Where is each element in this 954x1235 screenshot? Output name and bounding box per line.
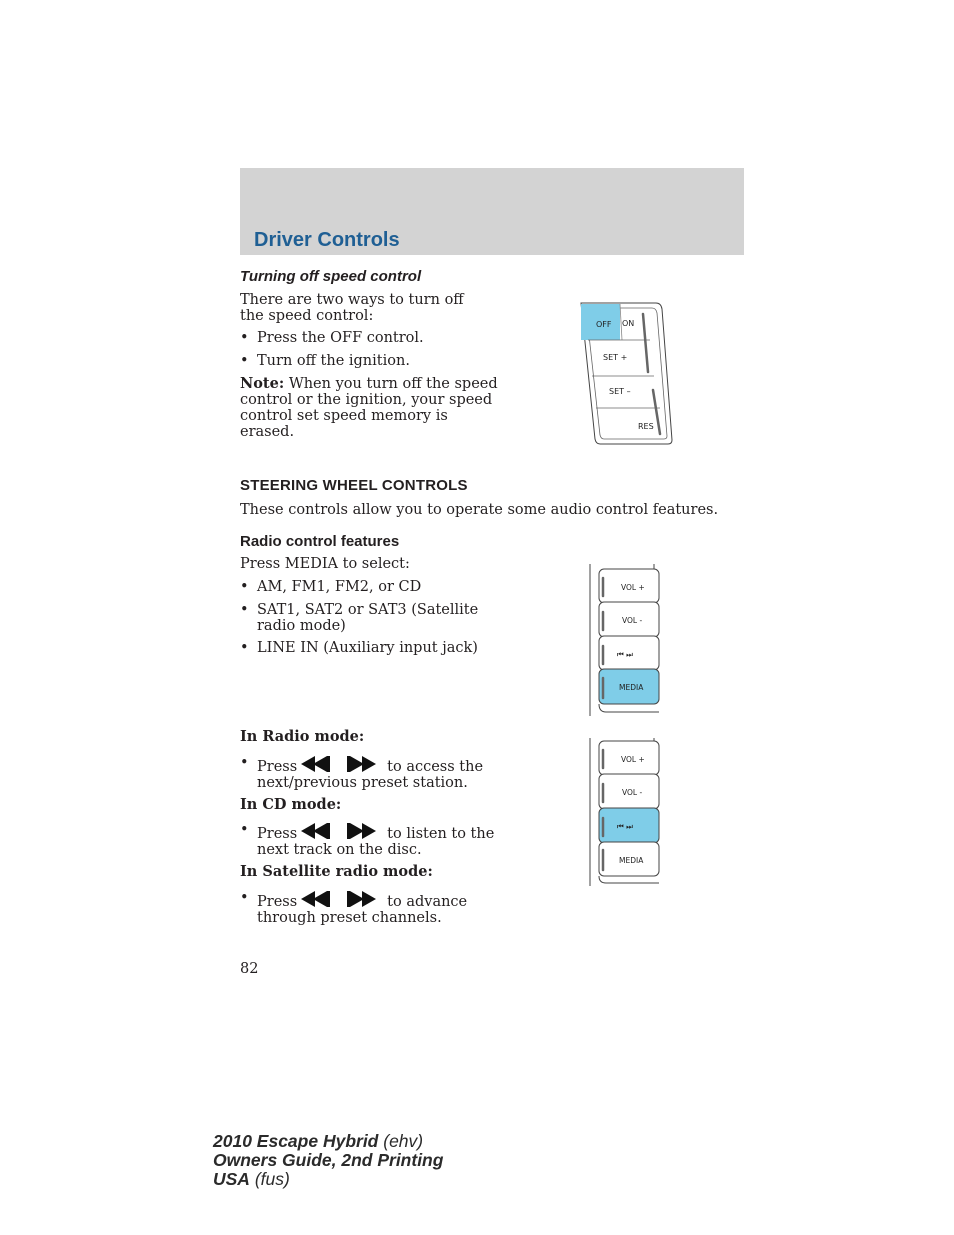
footer-model: 2010 Escape Hybrid xyxy=(213,1131,379,1151)
list-item: • Press the OFF control. xyxy=(240,330,424,346)
speed-control-note xyxy=(240,376,498,440)
steering-wheel-controls-heading: STEERING WHEEL CONTROLS xyxy=(240,477,468,494)
satellite-mode-heading: In Satellite radio mode: xyxy=(240,863,433,880)
footer-guide: Owners Guide, 2nd Printing xyxy=(213,1150,444,1170)
note-label: Note: xyxy=(240,375,285,392)
seek-back-icon xyxy=(301,823,330,839)
vol-down-label: VOL - xyxy=(622,788,643,797)
steering-wheel-controls-intro: These controls allow you to operate some audio control features. xyxy=(240,502,719,518)
seek-back-icon xyxy=(301,891,330,907)
vol-up-label: VOL + xyxy=(621,583,645,592)
on-label: ON xyxy=(622,319,635,328)
list-item: • Turn off the ignition. xyxy=(240,353,410,369)
footer-model-code: (ehv) xyxy=(383,1131,424,1151)
off-label: OFF xyxy=(596,320,612,329)
list-item: • LINE IN (Auxiliary input jack) xyxy=(240,640,478,656)
seek-forward-icon xyxy=(347,823,376,839)
list-item: • Press to access the next/previous preset station. xyxy=(240,755,484,791)
document-footer xyxy=(213,1132,443,1189)
cd-mode-heading: In CD mode: xyxy=(240,796,342,813)
seek-label: ⏮ ⏭ xyxy=(617,650,633,659)
seek-buttons-icon xyxy=(301,822,381,840)
turning-off-speed-control-heading: Turning off speed control xyxy=(240,268,422,285)
media-label: MEDIA xyxy=(619,683,644,692)
speed-control-intro: There are two ways to turn off the speed control: xyxy=(240,292,464,324)
seek-back-icon xyxy=(301,756,330,772)
seek-buttons-icon xyxy=(301,890,381,908)
radio-control-features-heading: Radio control features xyxy=(240,533,400,550)
audio-controls-diagram-seek xyxy=(586,736,666,888)
page-title: Driver Controls xyxy=(254,229,400,251)
section-header-band xyxy=(240,168,744,255)
vol-down-label: VOL - xyxy=(622,616,643,625)
radio-intro: Press MEDIA to select: xyxy=(240,556,410,572)
vol-up-label: VOL + xyxy=(621,755,645,764)
list-item: • SAT1, SAT2 or SAT3 (Satellite radio mode) xyxy=(240,602,479,634)
speed-control-buttons-diagram xyxy=(578,300,674,446)
page-number: 82 xyxy=(240,961,259,977)
res-label: RES xyxy=(638,422,654,431)
seek-forward-icon xyxy=(347,756,376,772)
list-item: • Press to listen to the next track on the disc. xyxy=(240,822,495,858)
radio-mode-heading: In Radio mode: xyxy=(240,728,365,745)
media-label: MEDIA xyxy=(619,856,644,865)
seek-buttons-icon xyxy=(301,755,381,773)
list-item: • AM, FM1, FM2, or CD xyxy=(240,579,422,595)
seek-forward-icon xyxy=(347,891,376,907)
set-plus-label: SET + xyxy=(603,353,628,362)
note-text: When you turn off the speed control or the ignition, your speed control set speed memory is erased. xyxy=(240,376,498,440)
footer-market: USA xyxy=(213,1169,250,1189)
list-item: • Press to advance through preset channels. xyxy=(240,890,468,926)
footer-market-code: (fus) xyxy=(254,1169,290,1189)
seek-label: ⏮ ⏭ xyxy=(617,822,633,831)
set-minus-label: SET – xyxy=(609,387,631,396)
audio-controls-diagram-media xyxy=(586,562,666,718)
